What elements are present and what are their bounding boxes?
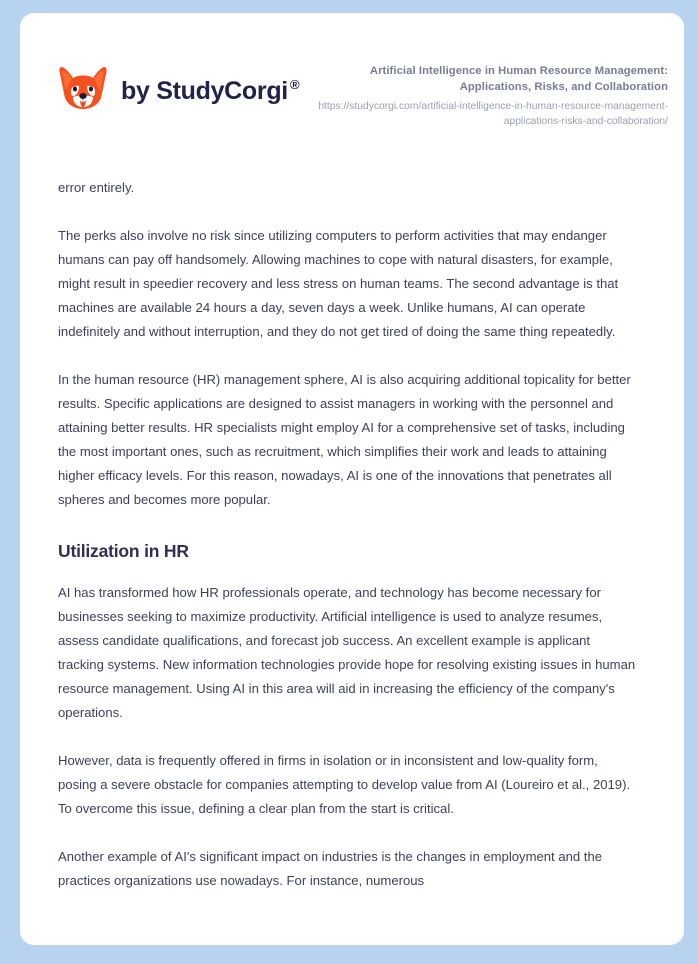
brand-name — [121, 77, 299, 106]
paragraph: In the human resource (HR) management sphere, AI is also acquiring additional topicality for better results. Specific applications are designed to assist managers in working with the personnel and attaining better results. HR specialists might employ AI for a comprehensive set of tasks, including the most important ones, such as recruitment, which simplifies their work and leads to attaining higher efficacy levels. For this reason, nowadays, AI is one of the innovations that penetrates all spheres and becomes more popular. — [58, 372, 631, 508]
paragraph: Another example of AI's significant impact on industries is the changes in employment and the practices organizations use nowadays. For instance, numerous — [58, 849, 603, 889]
registered-trademark-symbol: ® — [289, 77, 300, 93]
document-title: Artificial Intelligence in Human Resource Management: Applications, Risks, and Collaboration — [369, 65, 668, 94]
paragraph: The perks also involve no risk since utilizing computers to perform activities that may endanger humans can pay off handsomely. Allowing machines to cope with natural disasters, for example, might result in speedier recovery and less stress on human teams. The second advantage is that machines are available 24 hours a day, seven days a week. Unlike humans, AI can operate indefinitely and without interruption, and they do not get tired of doing the same thing repeatedly. — [58, 228, 619, 340]
corgi-face-logo-icon — [58, 65, 108, 117]
paragraph: AI has transformed how HR professionals operate, and technology has become necessary for businesses seeking to maximize productivity. Artificial intelligence is used to analyze resumes, assess candidate qualifications, and forecast job success. An excellent example is applicant tracking systems. New information technologies provide hope for resolving existing issues in human resource management. Using AI in this area will aid in increasing the efficiency of the company's operations. — [58, 585, 636, 721]
document-url[interactable]: https://studycorgi.com/artificial-intelligence-in-human-resource-management-applications-risks-and-collaboration/ — [318, 101, 668, 128]
document-page-card — [20, 13, 684, 945]
section-heading: Utilization in HR — [58, 541, 189, 562]
paragraph: error entirely. — [58, 180, 135, 196]
brand-name-text: by StudyCorgi — [121, 76, 288, 105]
brand-logo-group[interactable] — [58, 61, 299, 117]
paragraph: However, data is frequently offered in firms in isolation or in inconsistent and low-quality form, posing a severe obstacle for companies attempting to develop value from AI (Loureiro et al., 2019). To overcome this issue, defining a clear plan from the start is critical. — [58, 753, 631, 817]
article-content — [20, 130, 684, 893]
document-meta — [318, 61, 668, 130]
page-header — [20, 13, 684, 130]
